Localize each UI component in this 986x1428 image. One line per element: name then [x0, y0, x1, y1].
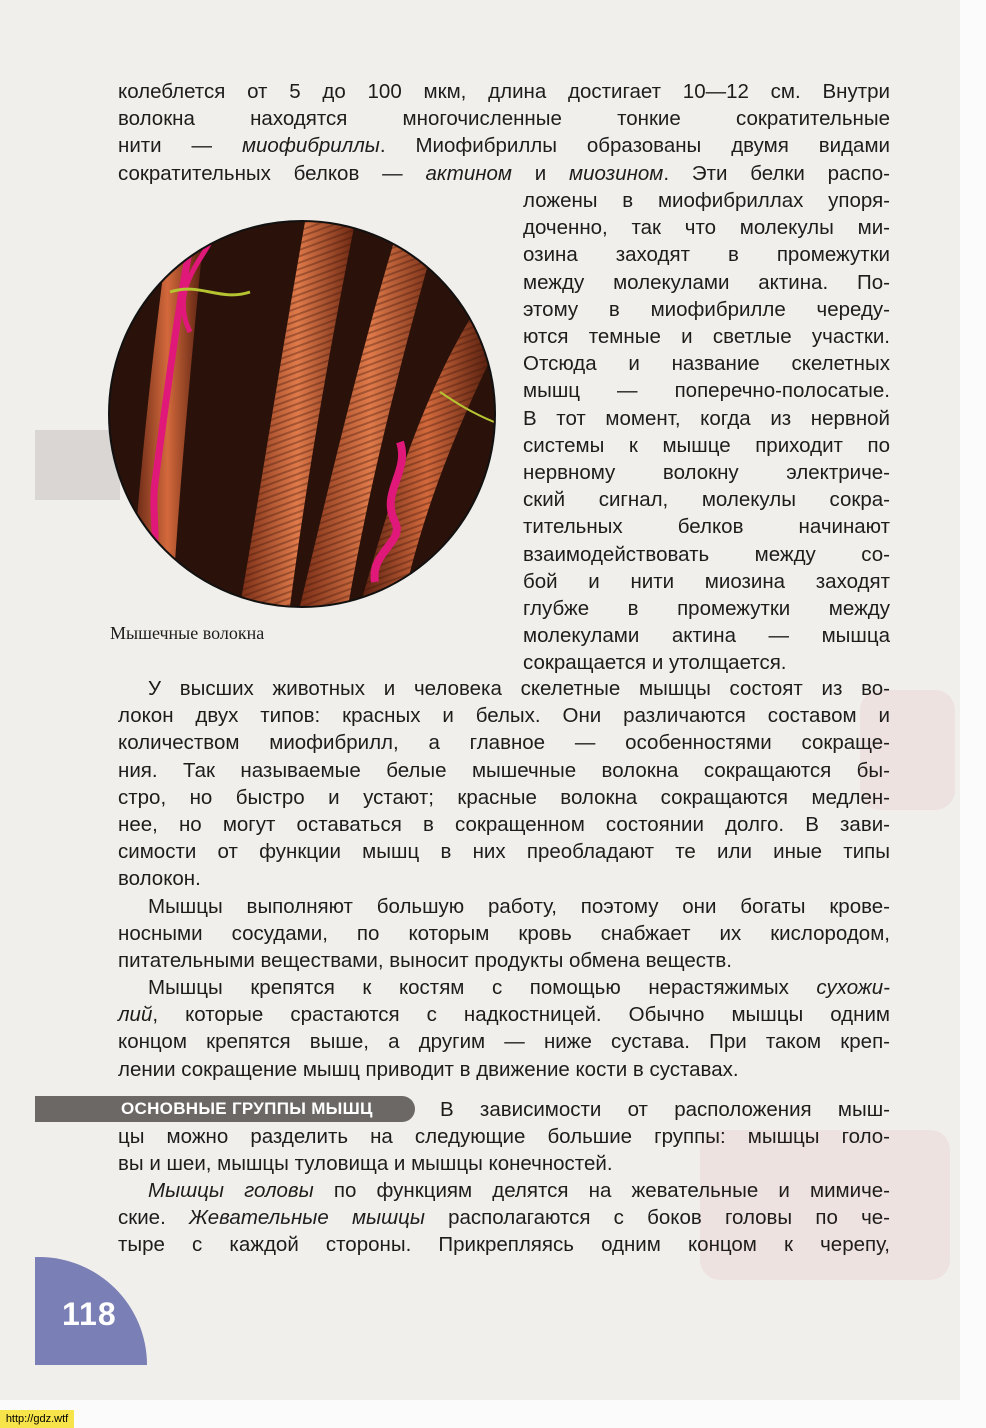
text-line: Мышцы выполняют большую работу, поэтому они богаты крове- [148, 895, 890, 918]
text-line: Отсюда и название скелетных [523, 352, 890, 376]
text-line: ложены в миофибриллах упоря- [523, 189, 890, 212]
text-line: системы к мышце приходит по [523, 433, 890, 457]
text-line: взаимодействовать между со- [523, 542, 890, 566]
text-line: нервному волокну электриче- [523, 461, 890, 484]
text-line: доченно, так что молекулы ми- [523, 216, 890, 240]
scan-margin-right [960, 0, 986, 1428]
scan-margin-bottom [0, 1400, 986, 1428]
text-line: В зависимости от расположения мыш- [440, 1098, 890, 1121]
text-line: Мышцы головы по функциям делятся на жевательные и мимиче- [148, 1179, 890, 1202]
text-line: нити — миофибриллы. Миофибриллы образованы двумя видами [118, 134, 890, 158]
muscle-fibers-photo [108, 220, 496, 608]
text-line: сокращается и утолщается. [523, 651, 787, 675]
text-line: симости от функции мышц в них преобладают те или иные типы [118, 840, 890, 864]
text-line: количеством миофибрилл, а главное — особенностями сокраще- [118, 731, 890, 755]
text-line: питательными веществами, выносит продукты обмена веществ. [118, 949, 732, 973]
text-line: носными сосудами, по которым кровь снабжает их кислородом, [118, 922, 890, 946]
text-line: У высших животных и человека скелетные мышцы состоят из во- [148, 677, 890, 700]
text-line: глубже в промежутки между [523, 597, 890, 620]
text-line: ются темные и светлые участки. [523, 325, 890, 348]
text-line: этому в миофибрилле череду- [523, 297, 890, 321]
text-line: лий, которые срастаются с надкостницей. Обычно мышцы одним [118, 1003, 890, 1027]
text-line: ния. Так называемые белые мышечные волокна сокращаются бы- [118, 758, 890, 782]
bleed-through-band [35, 430, 120, 500]
text-line: Мышцы крепятся к костям с помощью нерастяжимых сухожи- [148, 976, 890, 999]
watermark-label: http://gdz.wtf [0, 1410, 74, 1428]
text-line: мышц — поперечно-полосатые. [523, 379, 890, 403]
text-line: тыре с каждой стороны. Прикрепляясь одним концом к черепу, [118, 1233, 890, 1257]
text-line: тительных белков начинают [523, 515, 890, 539]
text-line: ские. Жевательные мышцы располагаются с боков головы по че- [118, 1206, 890, 1230]
photo-caption: Мышечные волокна [110, 623, 265, 643]
text-line: сократительных белков — актином и миозином. Эти белки распо- [118, 161, 891, 185]
text-line: нее, но могут оставаться в сокращенном состоянии долго. В зави- [118, 813, 890, 836]
text-line: ский сигнал, молекулы сокра- [523, 488, 890, 512]
text-line: локон двух типов: красных и белых. Они различаются составом и [118, 704, 890, 728]
text-line: между молекулами актина. По- [523, 270, 890, 294]
text-line: колеблется от 5 до 100 мкм, длина достигает 10—12 см. Внутри [118, 80, 890, 103]
text-line: волокна находятся многочисленные тонкие сократительные [118, 107, 890, 131]
page-number: 118 [62, 1296, 117, 1332]
text-line: цы можно разделить на следующие большие группы: мышцы голо- [118, 1125, 890, 1149]
text-line: озина заходят в промежутки [523, 243, 890, 267]
text-line: концом крепятся выше, а другим — ниже сустава. При таком креп- [118, 1030, 890, 1054]
text-line: стро, но быстро и устают; красные волокна сокращаются медлен- [118, 785, 890, 809]
text-line: вы и шеи, мышцы туловища и мышцы конечностей. [118, 1152, 613, 1176]
section-heading-badge: ОСНОВНЫЕ ГРУППЫ МЫШЦ [35, 1096, 415, 1122]
text-line: лении сокращение мышц приводит в движение кости в суставах. [118, 1057, 739, 1081]
text-line: В тот момент, когда из нервной [523, 406, 890, 430]
text-line: молекулами актина — мышца [523, 624, 890, 648]
text-line: бой и нити миозина заходят [523, 569, 890, 593]
text-line: волокон. [118, 867, 201, 891]
